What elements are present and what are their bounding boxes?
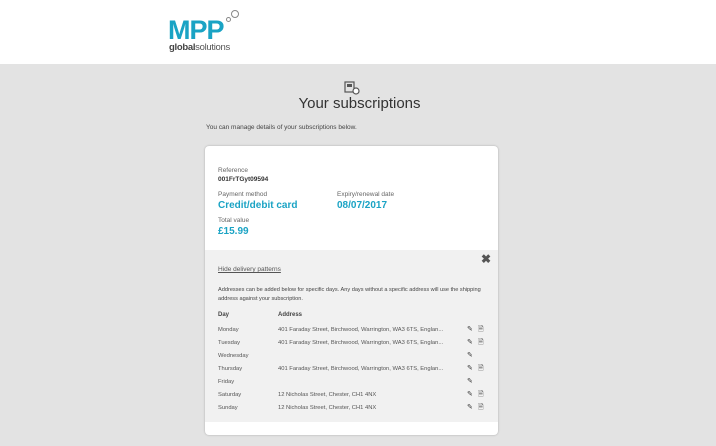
- delivery-row: [218, 405, 488, 418]
- header: [0, 0, 716, 64]
- delivery-patterns-panel: [205, 250, 498, 422]
- payment-label: Payment method: [218, 191, 268, 198]
- address: 401 Faraday Street, Birchwood, Warrington, WA3 6TS, Englan...: [278, 366, 444, 372]
- expiry-label: Expiry/renewal date: [337, 191, 395, 198]
- intro-text: You can manage details of your subscriptions below.: [206, 124, 357, 131]
- edit-pencil-icon[interactable]: ✎: [467, 339, 473, 346]
- reference-label: Reference: [218, 167, 248, 174]
- column-day: Day: [218, 312, 230, 318]
- day: Monday: [218, 327, 239, 333]
- edit-pencil-icon[interactable]: ✎: [467, 391, 473, 398]
- delete-document-icon[interactable]: 🗎: [478, 365, 484, 372]
- edit-pencil-icon[interactable]: ✎: [467, 404, 473, 411]
- column-address: Address: [278, 312, 303, 318]
- address: 401 Faraday Street, Birchwood, Warrington, WA3 6TS, Englan...: [278, 327, 444, 333]
- delivery-row: [218, 340, 488, 353]
- day: Friday: [218, 379, 235, 385]
- delivery-row: [218, 366, 488, 379]
- logo-subtitle: globalsolutions: [169, 42, 230, 53]
- subscription-card: [205, 146, 498, 435]
- edit-pencil-icon[interactable]: ✎: [467, 352, 473, 359]
- mpp-logo[interactable]: [168, 9, 248, 53]
- reference-value: 001FrTGyt09594: [218, 176, 269, 183]
- day: Tuesday: [218, 340, 241, 346]
- address: 12 Nicholas Street, Chester, CH1 4NX: [278, 405, 377, 411]
- close-icon[interactable]: ✖: [481, 252, 492, 266]
- delivery-row: [218, 327, 488, 340]
- edit-pencil-icon[interactable]: ✎: [467, 326, 473, 333]
- bubble-icon: [226, 17, 231, 22]
- expiry-value: 08/07/2017: [337, 200, 388, 211]
- delivery-row: [218, 353, 488, 366]
- address: 401 Faraday Street, Birchwood, Warrington, WA3 6TS, Englan...: [278, 340, 444, 346]
- day: Thursday: [218, 366, 243, 372]
- day: Sunday: [218, 405, 238, 411]
- bubble-icon: [231, 10, 239, 18]
- edit-pencil-icon[interactable]: ✎: [467, 365, 473, 372]
- delete-document-icon[interactable]: 🗎: [478, 326, 484, 333]
- edit-pencil-icon[interactable]: ✎: [467, 378, 473, 385]
- delivery-note: Addresses can be added below for specific days. Any days without a specific address will use the shipping address against your subscription.: [218, 287, 481, 302]
- hide-delivery-patterns-link[interactable]: Hide delivery patterns: [218, 266, 281, 273]
- delete-document-icon[interactable]: 🗎: [478, 404, 484, 411]
- delivery-row: [218, 392, 488, 405]
- page-title: Your subscriptions: [298, 95, 421, 112]
- subscription-icon: [344, 81, 360, 95]
- delete-document-icon[interactable]: 🗎: [478, 339, 484, 346]
- delete-document-icon[interactable]: 🗎: [478, 391, 484, 398]
- logo-brand: MPP: [168, 15, 224, 45]
- day: Saturday: [218, 392, 242, 398]
- total-label: Total value: [218, 217, 250, 224]
- delivery-row: [218, 379, 488, 392]
- total-value: £15.99: [218, 226, 249, 237]
- day: Wednesday: [218, 353, 249, 359]
- payment-value: Credit/debit card: [218, 200, 298, 211]
- address: 12 Nicholas Street, Chester, CH1 4NX: [278, 392, 377, 398]
